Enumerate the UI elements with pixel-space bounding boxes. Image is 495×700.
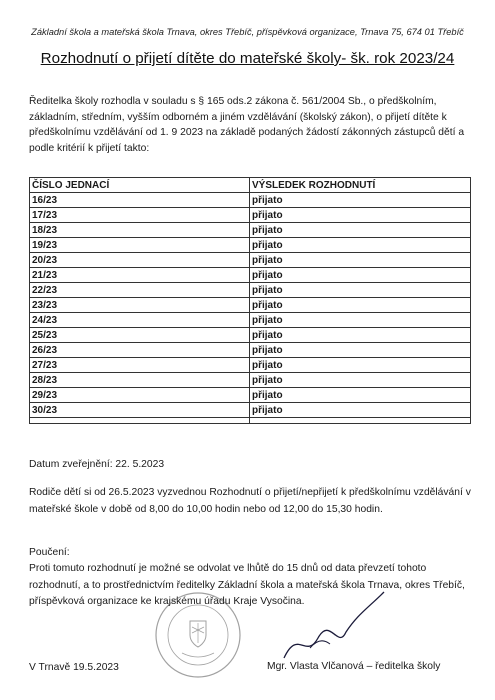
table-row [30,388,471,403]
decision-result-cell: přijato [250,223,471,238]
decision-result-cell: přijato [250,253,471,268]
reference-number-cell: 27/23 [30,358,250,373]
place-and-date: V Trnavě 19.5.2023 [29,662,119,673]
publication-date: Datum zveřejnění: 22. 5.2023 [29,459,165,470]
table-row [30,268,471,283]
decision-result-cell: přijato [250,343,471,358]
table-header-row [30,178,471,193]
table-row-empty [30,418,471,424]
intro-paragraph: Ředitelka školy rozhodla v souladu s § 165 ods.2 zákona č. 561/2004 Sb., o předškolním, základním, středním, vyšším odborném a jiném vzdělávání (školský zákon), o přijetí dítěte k předškolnímu vzdělávání od 1. 9 2023 na základě podaných žádostí zákonných zástupců dětí a podle kritérií k přijetí takto: [29,96,465,154]
reference-number-cell: 25/23 [30,328,250,343]
empty-cell [250,418,471,424]
table-row [30,253,471,268]
column-header-reference-number: ČÍSLO JEDNACÍ [30,178,250,193]
reference-number-cell: 17/23 [30,208,250,223]
reference-number-cell: 20/23 [30,253,250,268]
column-header-decision-result: VÝSLEDEK ROZHODNUTÍ [250,178,471,193]
decision-result-cell: přijato [250,328,471,343]
table-row [30,223,471,238]
table-row [30,328,471,343]
table-row [30,403,471,418]
decision-result-cell: přijato [250,238,471,253]
reference-number-cell: 26/23 [30,343,250,358]
decision-result-cell: přijato [250,388,471,403]
table-row [30,358,471,373]
decision-result-cell: přijato [250,208,471,223]
appeal-notice-text: Proti tomuto rozhodnutí je možné se odvolat ve lhůtě do 15 dnů od data převzetí tohoto rozhodnutí, a to prostřednictvím ředitelky Základní škola a mateřská škola Trnava, okres Třebíč, příspěvková organizace ke krajskému úřadu Kraje Vysočina. [29,563,465,607]
parents-pickup-note: Rodiče dětí si od 26.5.2023 vyzvednou Rozhodnutí o přijetí/nepřijetí k předškolnímu vzdělávání v mateřské škole v době od 8,00 do 10,00 hodin nebo od 12,00 do 15,30 hodin. [29,487,471,515]
decision-result-cell: přijato [250,298,471,313]
table-row [30,283,471,298]
signatory-name: Mgr. Vlasta Vlčanová – ředitelka školy [267,661,441,672]
decision-result-cell: přijato [250,268,471,283]
table-row [30,238,471,253]
table-row [30,193,471,208]
decision-result-cell: přijato [250,358,471,373]
table-row [30,208,471,223]
reference-number-cell: 16/23 [30,193,250,208]
reference-number-cell: 18/23 [30,223,250,238]
decision-result-cell: přijato [250,193,471,208]
table-row [30,298,471,313]
school-header: Základní škola a mateřská škola Trnava, okres Třebíč, příspěvková organizace, Trnava 75, 674 01 Třebíč [31,27,464,37]
empty-cell [30,418,250,424]
reference-number-cell: 30/23 [30,403,250,418]
table-row [30,343,471,358]
reference-number-cell: 22/23 [30,283,250,298]
decisions-table [29,177,471,424]
reference-number-cell: 23/23 [30,298,250,313]
appeal-notice-heading: Poučení: [29,547,70,558]
reference-number-cell: 21/23 [30,268,250,283]
reference-number-cell: 19/23 [30,238,250,253]
reference-number-cell: 24/23 [30,313,250,328]
school-stamp [140,583,258,683]
decision-result-cell: přijato [250,373,471,388]
decision-result-cell: přijato [250,403,471,418]
document-title: Rozhodnutí o přijetí dítěte do mateřské školy- šk. rok 2023/24 [40,50,455,67]
decision-result-cell: přijato [250,313,471,328]
table-row [30,313,471,328]
director-signature [280,588,390,663]
decision-result-cell: přijato [250,283,471,298]
reference-number-cell: 29/23 [30,388,250,403]
table-row [30,373,471,388]
reference-number-cell: 28/23 [30,373,250,388]
